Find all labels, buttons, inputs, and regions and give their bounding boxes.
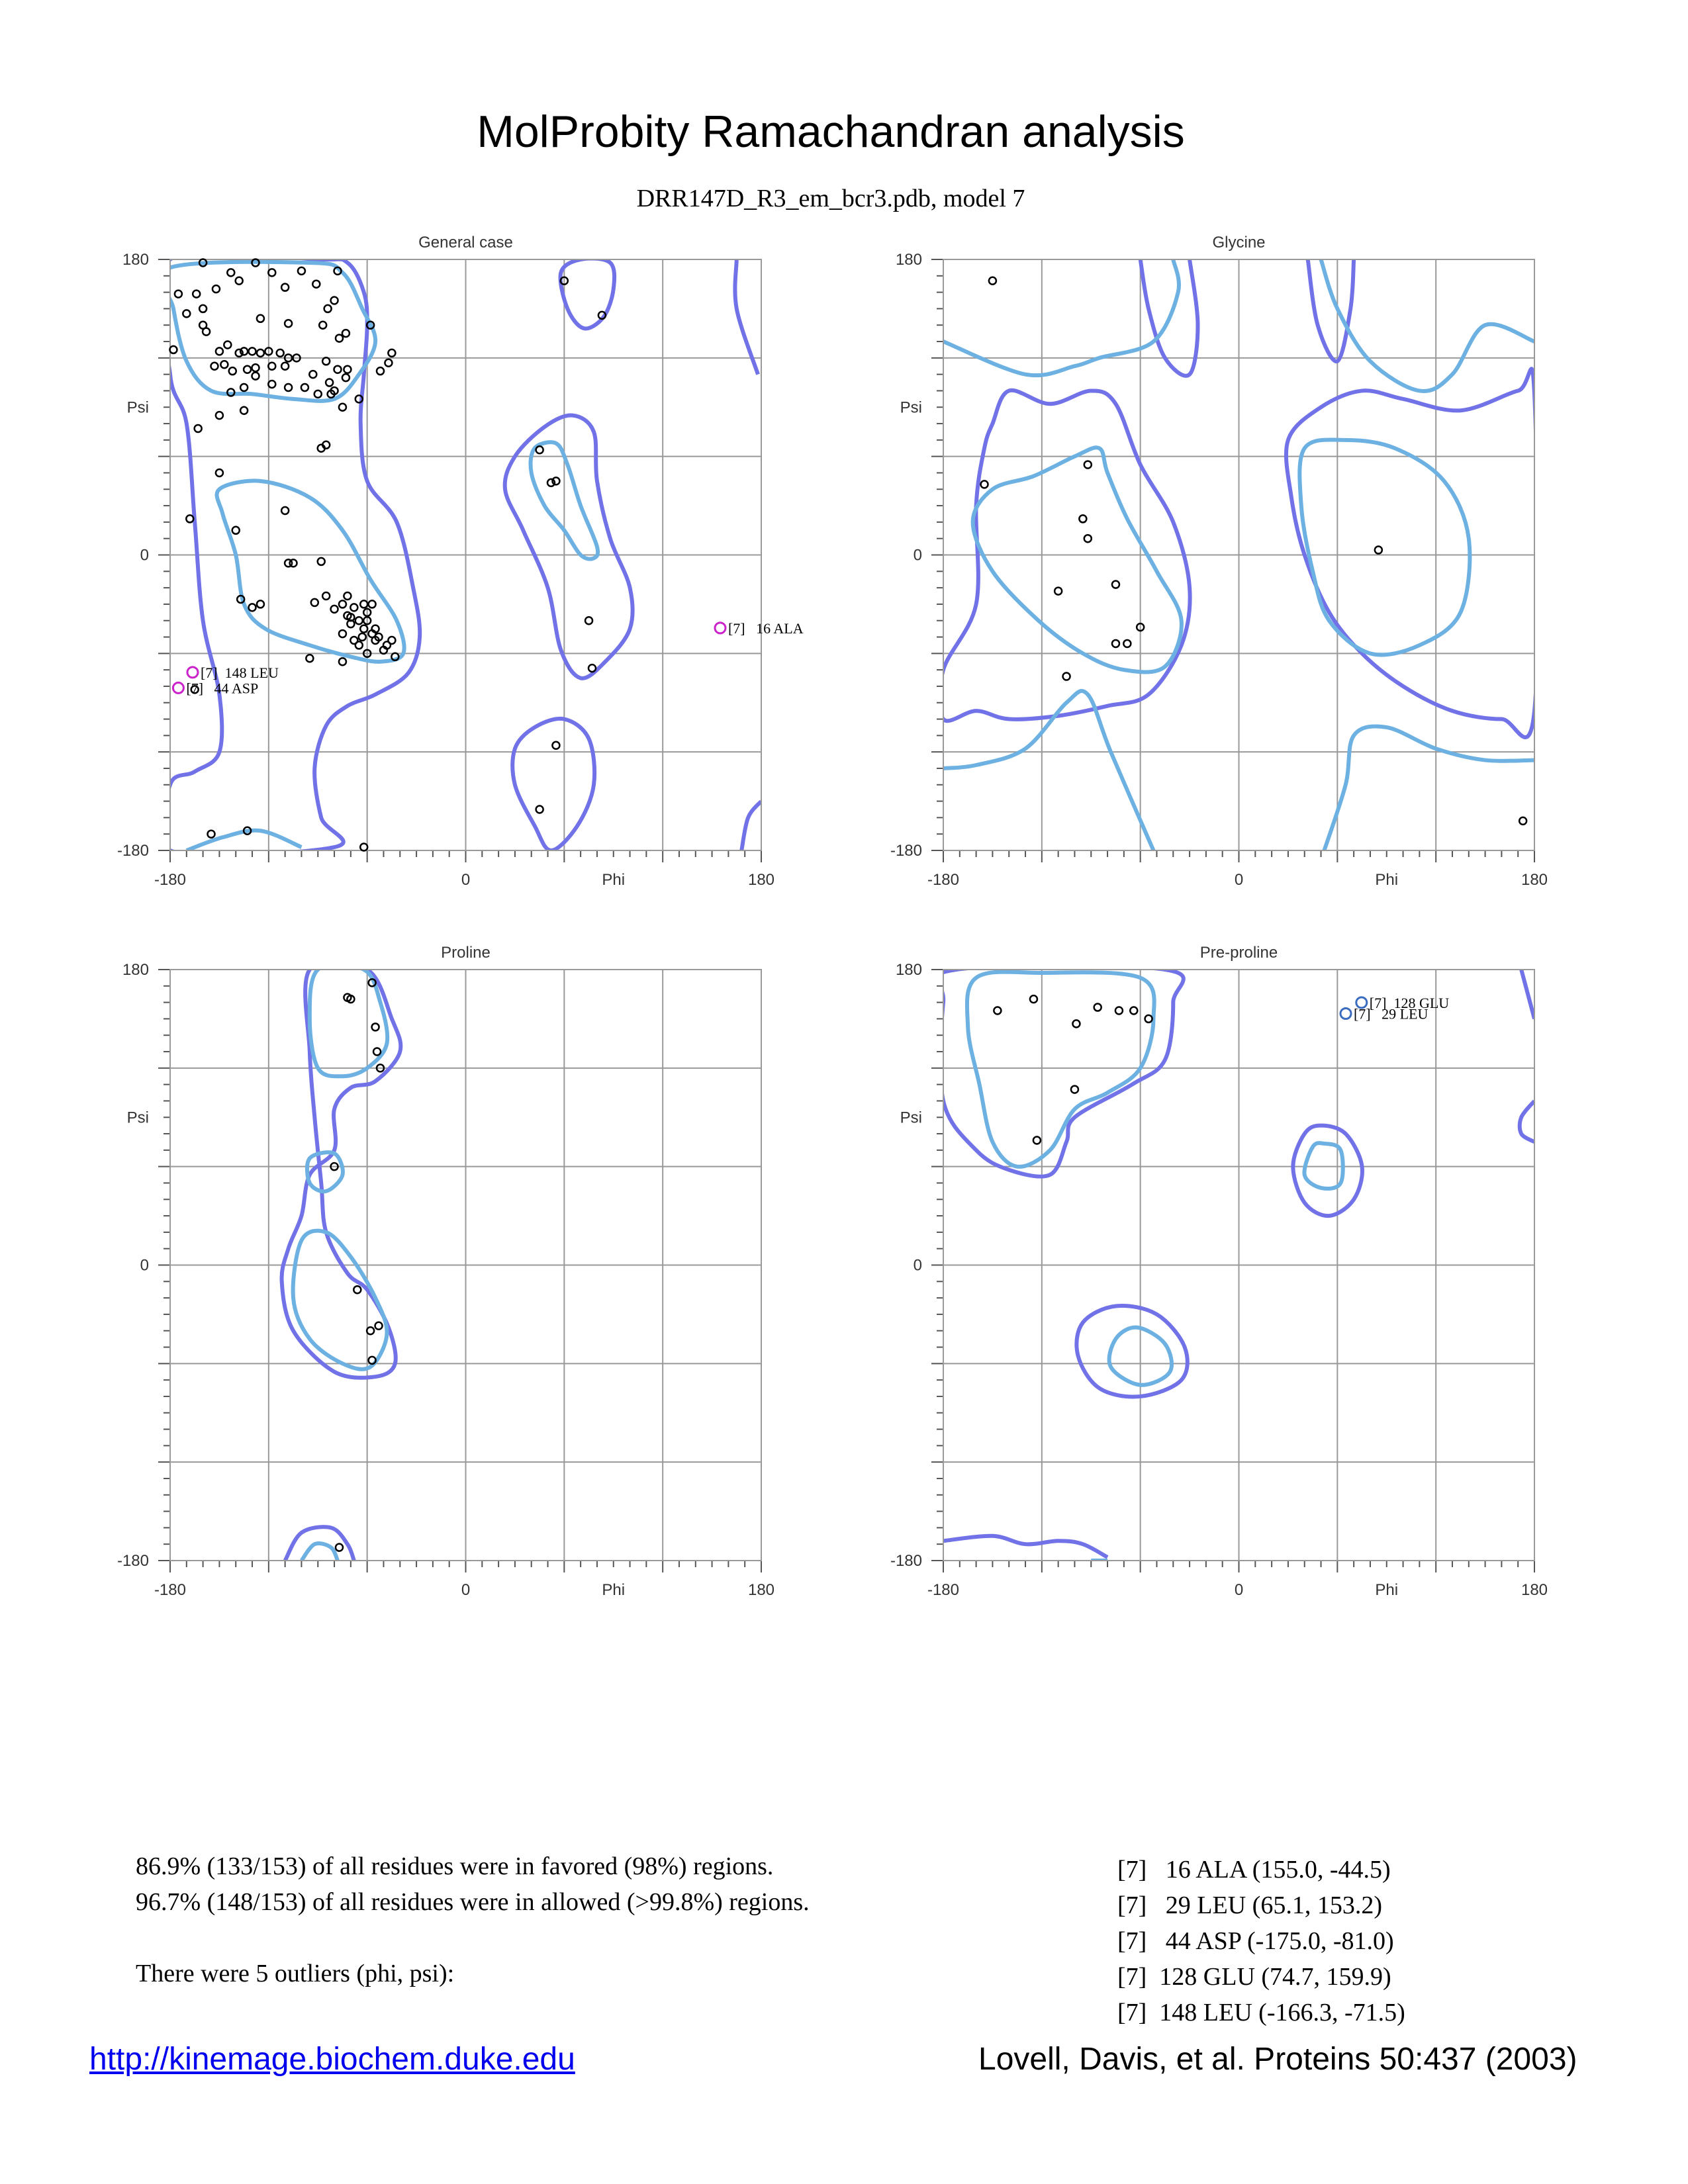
residue-point (268, 363, 275, 370)
residue-point (350, 604, 357, 611)
y-axis-label: Psi (900, 398, 922, 417)
outlier-label: [7] 29 LEU (1353, 1005, 1429, 1023)
residue-point (249, 347, 256, 355)
residue-point (1130, 1007, 1137, 1015)
x-tick-label: 0 (461, 1581, 471, 1599)
residue-point (249, 604, 256, 611)
allowed-contour (157, 251, 420, 856)
y-tick-label: -180 (117, 842, 149, 860)
residue-point (216, 412, 223, 419)
residue-point (336, 1544, 343, 1551)
outlier-label: [7] 44 ASP (186, 680, 259, 697)
allowed-contour (512, 719, 594, 850)
residue-point (536, 446, 543, 453)
residue-point (536, 805, 543, 813)
residue-point (1084, 461, 1092, 469)
residue-point (240, 407, 248, 414)
x-tick-label: -180 (927, 1581, 960, 1599)
residue-point (1063, 673, 1070, 680)
panel-title: General case (418, 234, 513, 251)
residue-point (339, 404, 346, 411)
allowed-contour (1520, 1101, 1534, 1142)
y-axis-label: Psi (126, 398, 149, 417)
residue-point (981, 480, 988, 488)
residue-point (203, 328, 210, 336)
residue-point (240, 384, 248, 391)
residue-point (314, 390, 322, 398)
x-tick-label: 0 (1234, 1581, 1244, 1599)
panel-title: Pre-proline (1199, 944, 1278, 962)
residue-point (324, 305, 332, 312)
residue-point (360, 625, 367, 633)
residue-point (1123, 640, 1131, 647)
residue-point (319, 322, 326, 329)
residue-point (1084, 535, 1092, 542)
residue-point (360, 600, 367, 608)
favored-contour (943, 691, 1154, 850)
residue-point (385, 359, 392, 367)
residue-point (326, 379, 333, 387)
residue-point (1115, 1007, 1123, 1015)
y-tick-label: -180 (890, 842, 922, 860)
residue-point (290, 559, 297, 567)
contour-group (937, 966, 1534, 1561)
panel-title: Glycine (1212, 234, 1266, 251)
residue-point (224, 341, 231, 348)
kinemage-link[interactable]: http://kinemage.biochem.duke.edu (89, 2042, 575, 2077)
residue-point (388, 637, 395, 644)
file-subtitle: DRR147D_R3_em_bcr3.pdb, model 7 (636, 185, 1025, 212)
residue-point (216, 347, 223, 355)
residue-point (281, 507, 289, 514)
x-tick-label: 180 (747, 871, 775, 889)
outlier-label: [7] 128 GLU (1369, 994, 1450, 1011)
y-axis-label: Psi (900, 1109, 922, 1127)
outlier-list-item: [7] 128 GLU (74.7, 159.9) (1117, 1963, 1391, 1991)
residue-point (285, 320, 292, 327)
allowed-contour (943, 1536, 1107, 1557)
residue-point (257, 349, 264, 357)
y-tick-label: 180 (122, 251, 149, 269)
allowed-contour (741, 801, 761, 850)
outlier-label: [7] 16 ALA (727, 619, 804, 637)
allowed-contour (1308, 259, 1354, 361)
residue-point (339, 600, 346, 608)
page-title: MolProbity Ramachandran analysis (477, 107, 1185, 157)
residue-point (373, 1048, 381, 1056)
x-tick-label: 180 (747, 1581, 775, 1599)
y-tick-label: 180 (895, 251, 922, 269)
residue-point (306, 655, 313, 662)
residue-point (257, 600, 264, 608)
residue-point (1112, 581, 1119, 588)
residue-point (318, 558, 325, 565)
residue-point (334, 366, 342, 373)
residue-point (1375, 547, 1382, 554)
outlier-header: There were 5 outliers (phi, psi): (136, 1960, 455, 1987)
outlier-list (1117, 1852, 1405, 2030)
x-axis-label: Phi (602, 871, 626, 889)
residue-point (331, 606, 338, 613)
allowed-stat: 96.7% (148/153) of all residues were in allowed (>99.8%) regions. (136, 1888, 810, 1916)
residue-point (301, 384, 308, 391)
outlier-list-item: [7] 29 LEU (65.1, 153.2) (1117, 1891, 1382, 1919)
residue-point (175, 291, 182, 298)
residue-point (1145, 1015, 1152, 1023)
residue-point (336, 335, 343, 342)
x-axis-label: Phi (602, 1581, 626, 1599)
residue-point (193, 291, 200, 298)
residue-point (169, 346, 177, 353)
residue-point (344, 592, 351, 600)
residue-point (377, 367, 384, 375)
ramachandran-panel (117, 234, 804, 889)
ramachandran-panel (890, 944, 1548, 1599)
citation: Lovell, Davis, et al. Proteins 50:437 (2003) (978, 2042, 1577, 2077)
x-tick-label: -180 (154, 1581, 187, 1599)
outlier-label: [7] 148 LEU (200, 664, 279, 681)
allowed-contour (561, 259, 615, 329)
residue-point (1112, 640, 1119, 647)
y-tick-label: 0 (913, 546, 922, 565)
x-tick-label: -180 (154, 871, 187, 889)
ramachandran-panel (117, 944, 774, 1599)
residue-point (994, 1007, 1001, 1015)
allowed-contour (735, 259, 758, 375)
residue-point (1030, 995, 1037, 1003)
residue-point (1079, 515, 1086, 522)
residue-point (339, 658, 346, 665)
panel-title: Proline (441, 944, 491, 962)
x-axis-label: Phi (1375, 871, 1399, 889)
residue-point (268, 269, 275, 276)
residue-point (211, 363, 218, 370)
outlier-point (1340, 1008, 1351, 1019)
residue-point (183, 310, 190, 317)
y-tick-label: 0 (140, 546, 149, 565)
residue-point (585, 617, 592, 624)
residue-point (342, 330, 350, 337)
favored-contour (967, 972, 1154, 1167)
residue-point (359, 633, 366, 641)
residue-point (195, 425, 202, 432)
residue-point (372, 1023, 379, 1030)
x-tick-label: 0 (1234, 871, 1244, 889)
residue-point (1094, 1004, 1102, 1011)
y-tick-label: 0 (140, 1256, 149, 1275)
residue-point (342, 374, 350, 381)
x-tick-label: 0 (461, 871, 471, 889)
residue-point (375, 1322, 383, 1330)
residue-point (1072, 1020, 1080, 1027)
residue-point (208, 831, 215, 838)
residue-point (339, 630, 346, 637)
residue-point (369, 600, 376, 608)
allowed-contour (1286, 369, 1538, 737)
contour-group (282, 961, 401, 1561)
residue-point (322, 592, 330, 600)
favored-stat: 86.9% (133/153) of all residues were in favored (98%) regions. (136, 1852, 774, 1880)
residue-point (281, 284, 289, 291)
residue-point (285, 384, 292, 391)
residue-point (312, 281, 320, 288)
residue-point (1055, 588, 1062, 595)
residue-point (588, 664, 596, 672)
y-tick-label: 180 (122, 961, 149, 979)
allowed-contour (505, 416, 633, 678)
outlier-point (187, 667, 198, 678)
allowed-contour (937, 966, 1184, 1177)
y-tick-label: -180 (890, 1552, 922, 1570)
x-tick-label: 180 (1521, 871, 1548, 889)
residue-point (252, 364, 259, 371)
favored-contour (301, 1543, 338, 1561)
residue-point (1519, 817, 1526, 825)
residue-point (311, 599, 318, 606)
outlier-point (173, 682, 183, 693)
x-axis-label: Phi (1375, 1581, 1399, 1599)
favored-contour (1299, 439, 1470, 655)
residue-point (199, 305, 207, 312)
y-tick-label: 0 (913, 1256, 922, 1275)
x-tick-label: -180 (927, 871, 960, 889)
outlier-list-item: [7] 44 ASP (-175.0, -81.0) (1117, 1927, 1394, 1955)
outlier-list-item: [7] 16 ALA (155.0, -44.5) (1117, 1856, 1391, 1884)
residue-point (186, 515, 193, 522)
residue-point (227, 269, 234, 276)
y-tick-label: -180 (117, 1552, 149, 1570)
residue-point (281, 363, 289, 370)
residue-point (244, 366, 251, 373)
residue-point (353, 1286, 361, 1293)
residue-point (268, 381, 275, 388)
residue-point (355, 641, 363, 649)
residue-point (331, 297, 338, 304)
x-tick-label: 180 (1521, 1581, 1548, 1599)
residue-point (344, 366, 351, 373)
contour-group (157, 251, 761, 856)
residue-point (989, 277, 996, 285)
residue-point (212, 285, 220, 293)
residue-point (388, 349, 395, 357)
residue-point (322, 357, 330, 365)
outlier-list-item: [7] 148 LEU (-166.3, -71.5) (1117, 1999, 1405, 2026)
ramachandran-panel (890, 234, 1548, 889)
allowed-contour (1521, 970, 1534, 1019)
residue-point (1033, 1136, 1041, 1144)
residue-point (277, 349, 284, 357)
residue-point (355, 617, 363, 624)
residue-point (298, 267, 305, 275)
residue-point (367, 1327, 374, 1334)
residue-point (236, 277, 243, 285)
residue-point (1071, 1086, 1078, 1093)
residue-point (252, 373, 259, 380)
residue-point (229, 367, 236, 375)
y-tick-label: 180 (895, 961, 922, 979)
residue-point (216, 469, 223, 477)
favored-contour (1324, 726, 1534, 850)
residue-point (360, 844, 367, 851)
residue-point (220, 361, 228, 368)
residue-point (232, 527, 240, 534)
y-axis-label: Psi (126, 1109, 149, 1127)
outlier-point (715, 623, 726, 633)
residue-point (552, 742, 559, 749)
residue-point (257, 315, 264, 322)
residue-point (309, 371, 316, 378)
